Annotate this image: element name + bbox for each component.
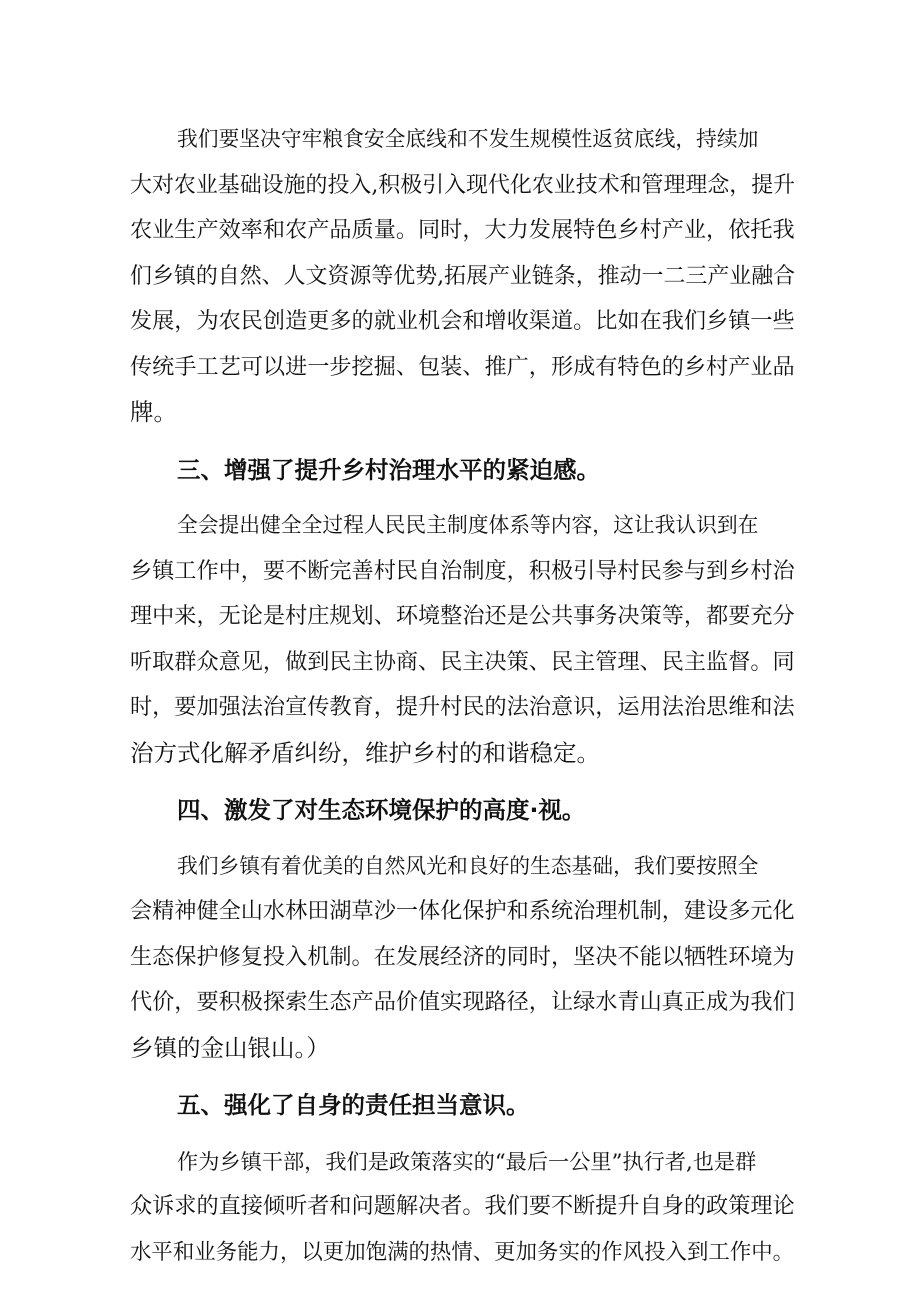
paragraph-agriculture xyxy=(130,117,795,436)
text-line: 会精神健全山水林田湖草沙一体化保护和系统治理机制，建设多元化 xyxy=(130,898,795,924)
text-line: 我们要坚决守牢粮食安全底线和不发生规模性返贫底线，持续加 xyxy=(177,127,759,151)
text-line: 时，要加强法治宣传教育，提升村民的法治意识，运用法治思维和法 xyxy=(130,694,795,720)
text-line: 乡镇的金山银山。） xyxy=(130,1033,330,1062)
paragraph-ecology xyxy=(130,844,795,1072)
text-line: 代价，要积极探索生态产品价值实现路径，让绿水青山真正成为我们 xyxy=(130,989,795,1015)
text-line: 生态保护修复投入机制。在发展经济的同时，坚决不能以牺牲环境为 xyxy=(130,943,795,970)
text-line: 全会提出健全全过程人民民主制度体系等内容，这让我认识到在 xyxy=(177,513,759,537)
text-line: 作为乡镇干部，我们是政策落实的“最后一公里”执行者,也是群 xyxy=(177,1148,757,1174)
text-line: 水平和业务能力，以更加饱满的热情、更加务实的作风投入到工作中。 xyxy=(130,1239,795,1265)
text-line: 我们乡镇有着优美的自然风光和良好的生态基础，我们要按照全 xyxy=(177,853,759,878)
text-line: 乡镇工作中，要不断完善村民自治制度，积极引导村民参与到乡村治 xyxy=(130,557,795,584)
text-line: 发展，为农民创造更多的就业机会和增收渠道。比如在我们乡镇一些 xyxy=(130,308,795,334)
text-line: 治方式化解矛盾纠纷，维护乡村的和谐稳定。 xyxy=(130,738,600,767)
text-line: 大对农业基础设施的投入,积极引入现代化农业技术和管理理念，提升 xyxy=(130,172,796,198)
text-line: 们乡镇的自然、人文资源等优势,拓展产业链条，推动一二三产业融合 xyxy=(130,263,796,289)
section-heading-3: 三、增强了提升乡村治理水平的紧迫感。 xyxy=(177,455,600,484)
text-line: 理中来，无论是村庄规划、环境整治还是公共事务决策等，都要充分 xyxy=(130,603,795,629)
text-line: 牌。 xyxy=(130,398,177,426)
section-heading-5: 五、强化了自身的责任担当意识。 xyxy=(177,1091,530,1119)
section-heading-4: 四、激发了对生态环境保护的高度·视。 xyxy=(177,796,586,824)
document-body xyxy=(130,117,795,1275)
text-line: 众诉求的直接倾听者和问题解决者。我们要不断提升自身的政策理论 xyxy=(130,1193,795,1219)
text-line: 听取群众意见，做到民主协商、民主决策、民主管理、民主监督。同 xyxy=(130,648,795,675)
text-line: 传统手工艺可以进一步挖掘、包装、推广，形成有特色的乡村产业品 xyxy=(130,353,795,380)
paragraph-responsibility xyxy=(130,1139,795,1276)
paragraph-governance xyxy=(130,503,795,776)
text-line: 农业生产效率和农产品质量。同时，大力发展特色乡村产业，依托我 xyxy=(130,217,795,243)
